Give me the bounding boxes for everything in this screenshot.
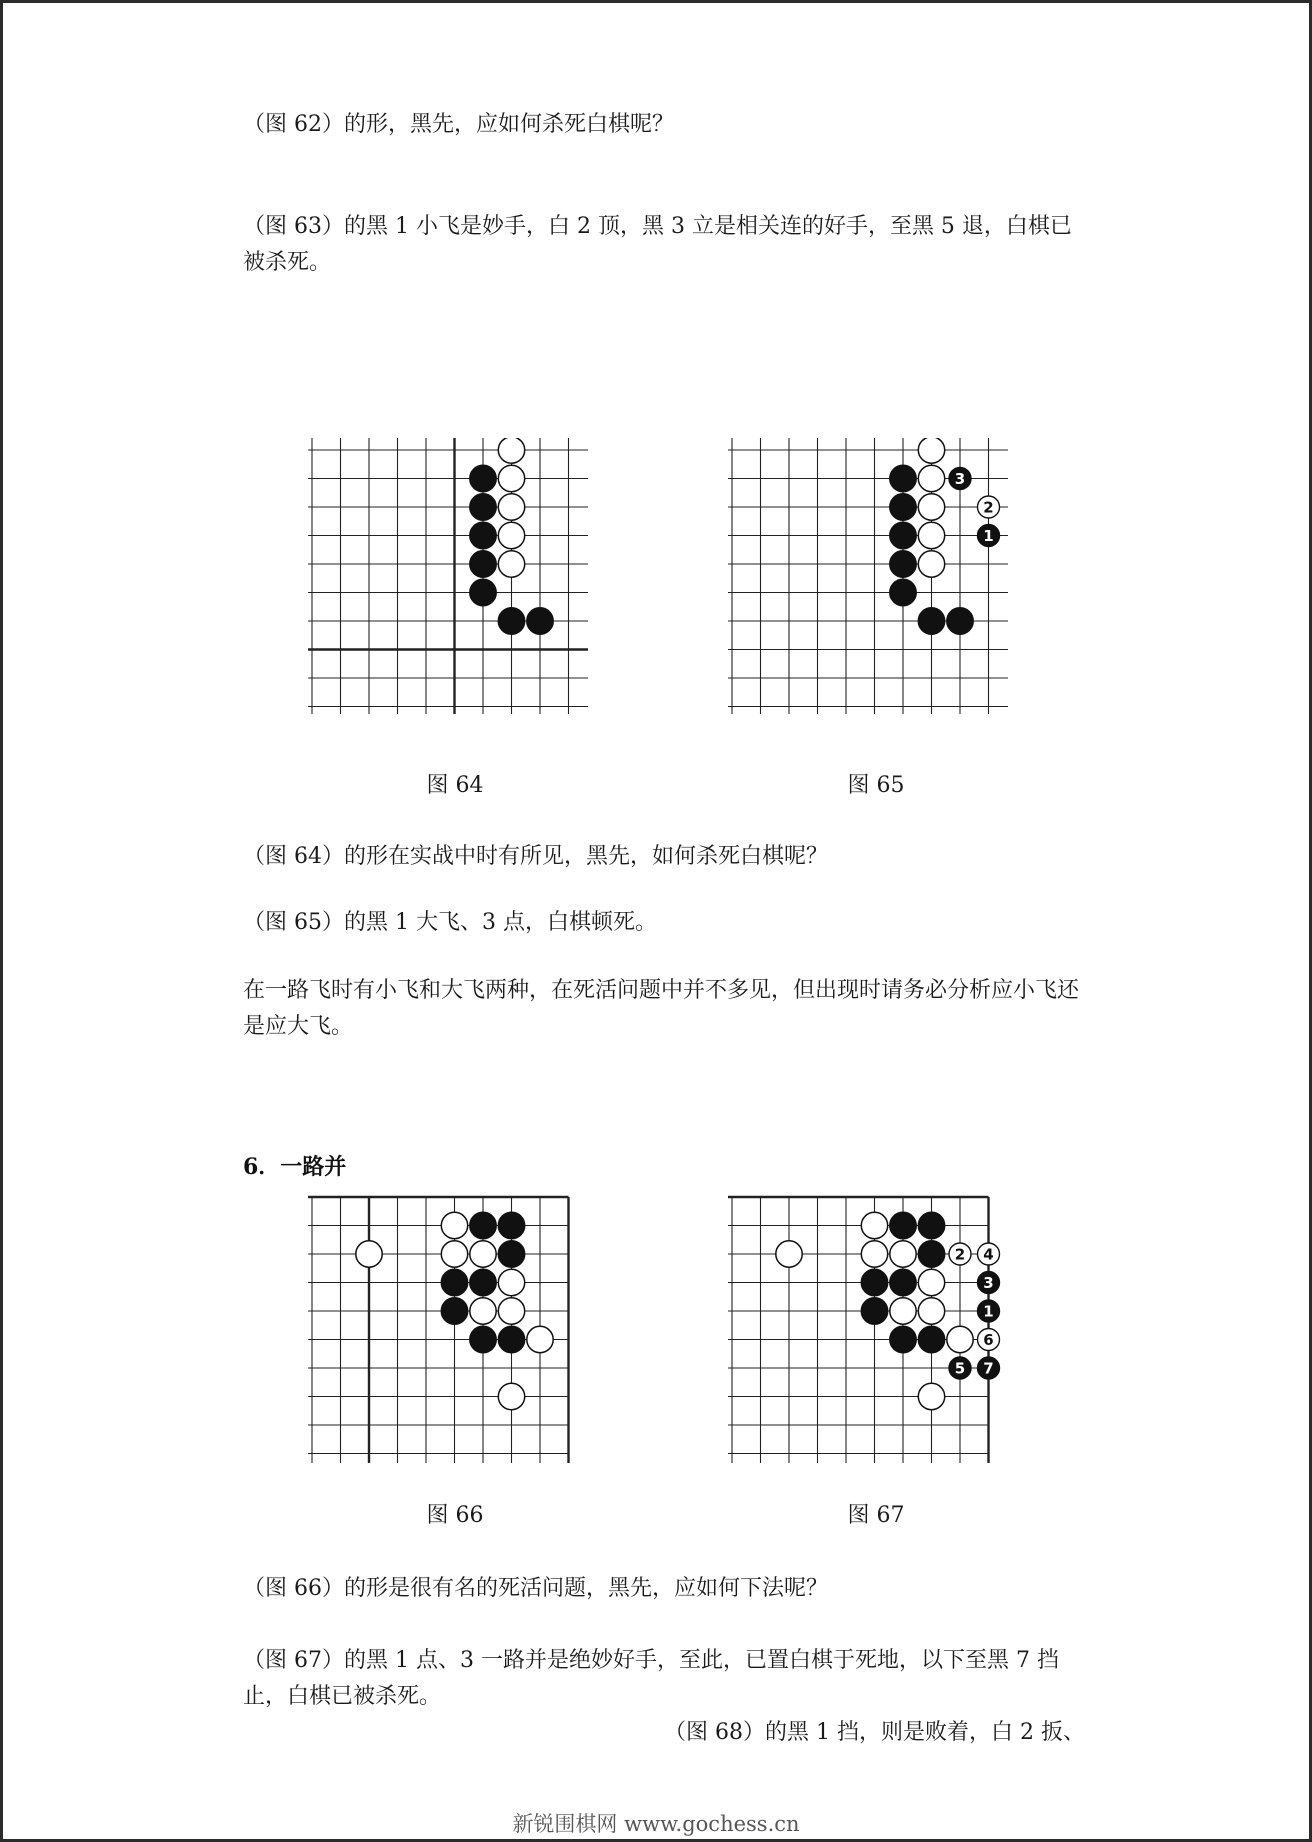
white-stone	[498, 465, 524, 491]
go-board-fig66	[308, 1195, 598, 1467]
white-stone	[498, 494, 524, 520]
white-stone	[861, 1241, 887, 1267]
section-heading: 6．一路并	[243, 1154, 347, 1180]
black-stone	[890, 522, 916, 548]
document-page	[3, 3, 1309, 1839]
black-stone	[947, 608, 973, 634]
paragraph-fig68: （图 68）的黑 1 挡，则是败着，白 2 扳、	[664, 1720, 1085, 1745]
black-stone-3	[978, 1272, 1000, 1294]
white-stone	[527, 1326, 553, 1352]
black-stone	[470, 1269, 496, 1295]
go-board-fig64	[308, 438, 588, 718]
white-stone	[498, 551, 524, 577]
black-stone	[498, 1212, 524, 1238]
white-stone	[776, 1241, 802, 1267]
svg-text:1: 1	[983, 527, 994, 545]
footer-watermark: 新锐围棋网 www.gochess.cn	[512, 1812, 800, 1836]
white-stone	[498, 1269, 524, 1295]
black-stone	[918, 1241, 944, 1267]
white-stone	[498, 1383, 524, 1409]
black-stone	[890, 551, 916, 577]
black-stone	[470, 551, 496, 577]
svg-text:3: 3	[983, 1274, 994, 1292]
white-stone	[470, 1298, 496, 1324]
black-stone	[918, 1212, 944, 1238]
black-stone	[470, 579, 496, 605]
svg-text:4: 4	[983, 1245, 994, 1264]
white-stone	[498, 1298, 524, 1324]
white-stone	[918, 1383, 944, 1409]
black-stone-3	[949, 468, 971, 490]
black-stone	[861, 1298, 887, 1324]
go-board-fig65	[728, 438, 1008, 718]
paragraph-flying: 在一路飞时有小飞和大飞两种，在死活问题中并不多见，但出现时请务必分析应小飞还是应大飞。	[243, 978, 1080, 1039]
white-stone-4	[978, 1243, 1000, 1265]
board-grid	[308, 1197, 569, 1463]
white-stone	[918, 522, 944, 548]
white-stone	[918, 465, 944, 491]
paragraph-fig66: （图 66）的形是很有名的死活问题，黑先，应如何下法呢？	[243, 1576, 828, 1601]
svg-text:1: 1	[983, 1302, 994, 1321]
caption-fig67: 图 67	[847, 1503, 905, 1528]
white-stone	[918, 1269, 944, 1295]
black-stone	[527, 608, 553, 634]
white-stone	[918, 438, 944, 463]
paragraph-fig65: （图 65）的黑 1 大飞、3 点，白棋顿死。	[243, 910, 657, 935]
black-stone	[470, 1212, 496, 1238]
svg-text:6: 6	[983, 1331, 994, 1349]
white-stone	[918, 494, 944, 520]
caption-fig65: 图 65	[847, 773, 905, 798]
black-stone	[890, 494, 916, 520]
white-stone	[947, 1326, 973, 1352]
svg-text:2: 2	[983, 498, 994, 517]
black-stone	[890, 579, 916, 605]
caption-fig66: 图 66	[426, 1503, 484, 1528]
black-stone	[470, 494, 496, 520]
paragraph-fig67: （图 67）的黑 1 点、3 一路并是绝妙好手，至此，已置白棋于死地，以下至黑 7 挡止，白棋已被杀死。	[243, 1648, 1059, 1709]
black-stone	[498, 608, 524, 634]
black-stone	[470, 1326, 496, 1352]
black-stone	[890, 465, 916, 491]
black-stone	[861, 1269, 887, 1295]
white-stone	[918, 1298, 944, 1324]
white-stone	[470, 1241, 496, 1267]
paragraph-fig62: （图 62）的形，黑先，应如何杀死白棋呢？	[243, 112, 674, 137]
board-grid	[308, 438, 588, 714]
black-stone	[890, 1269, 916, 1295]
svg-text:5: 5	[954, 1359, 966, 1378]
svg-text:7: 7	[983, 1359, 994, 1378]
black-stone	[470, 465, 496, 491]
black-stone	[890, 1212, 916, 1238]
black-stone-5	[949, 1357, 971, 1379]
go-board-fig67	[728, 1195, 1018, 1467]
white-stone-2	[949, 1243, 971, 1265]
black-stone-1	[978, 1300, 1000, 1322]
black-stone	[441, 1298, 467, 1324]
white-stone	[441, 1212, 467, 1238]
black-stone	[918, 1326, 944, 1352]
black-stone	[441, 1269, 467, 1295]
white-stone	[861, 1212, 887, 1238]
white-stone	[356, 1241, 382, 1267]
black-stone	[470, 522, 496, 548]
white-stone	[918, 551, 944, 577]
white-stone	[441, 1241, 467, 1267]
black-stone-1	[978, 525, 1000, 547]
paragraph-fig63: （图 63）的黑 1 小飞是妙手，白 2 顶，黑 3 立是相关连的好手，至黑 5 退，白棋已被杀死。	[243, 214, 1072, 275]
black-stone	[498, 1326, 524, 1352]
svg-text:2: 2	[954, 1245, 966, 1264]
white-stone-6	[978, 1329, 1000, 1351]
black-stone	[498, 1241, 524, 1267]
black-stone	[918, 608, 944, 634]
caption-fig64: 图 64	[426, 773, 484, 798]
white-stone	[498, 522, 524, 548]
board-grid	[728, 1197, 989, 1463]
white-stone-2	[978, 496, 1000, 518]
white-stone	[498, 438, 524, 463]
svg-text:3: 3	[954, 470, 966, 488]
white-stone	[890, 1298, 916, 1324]
black-stone-7	[978, 1357, 1000, 1379]
white-stone	[890, 1241, 916, 1267]
paragraph-fig64: （图 64）的形在实战中时有所见，黑先，如何杀死白棋呢？	[243, 844, 828, 869]
black-stone	[890, 1326, 916, 1352]
